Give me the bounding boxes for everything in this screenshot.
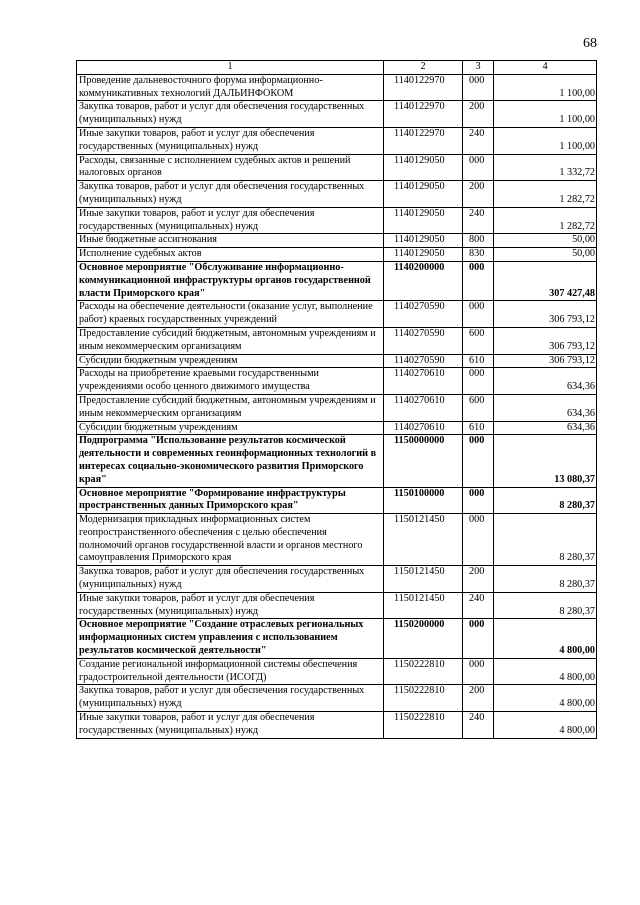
table-header (77, 61, 597, 75)
table-row (77, 685, 597, 712)
row-name-cell: Иные закупки товаров, работ и услуг для обеспечения государственных (муниципальных) нужд (77, 127, 384, 154)
row-type-cell: 600 (463, 327, 494, 354)
row-sum-cell: 307 427,48 (494, 261, 597, 300)
header-name-column: 1 (77, 61, 384, 75)
row-type-cell: 200 (463, 101, 494, 128)
table-row (77, 566, 597, 593)
header-type-column: 3 (463, 61, 494, 75)
table-row (77, 207, 597, 234)
row-type-cell: 000 (463, 619, 494, 658)
table-row (77, 234, 597, 248)
row-type-cell: 200 (463, 181, 494, 208)
table-row (77, 514, 597, 566)
row-code-cell: 1150100000 (384, 487, 463, 514)
table-row (77, 301, 597, 328)
row-type-cell: 000 (463, 487, 494, 514)
table-row (77, 394, 597, 421)
row-sum-cell: 8 280,37 (494, 566, 597, 593)
row-name-cell: Субсидии бюджетным учреждениям (77, 354, 384, 368)
row-sum-cell: 1 332,72 (494, 154, 597, 181)
row-type-cell: 610 (463, 354, 494, 368)
row-name-cell: Субсидии бюджетным учреждениям (77, 421, 384, 435)
row-code-cell: 1140270610 (384, 421, 463, 435)
row-type-cell: 240 (463, 592, 494, 619)
row-sum-cell: 4 800,00 (494, 712, 597, 739)
table-row (77, 712, 597, 739)
row-code-cell: 1150222810 (384, 685, 463, 712)
row-name-cell: Подпрограмма "Использование результатов космической деятельности и современных геоинформационных технологий в интересах социально-экономического развития Приморского края" (77, 435, 384, 487)
row-type-cell: 200 (463, 685, 494, 712)
row-sum-cell: 634,36 (494, 394, 597, 421)
row-sum-cell: 306 793,12 (494, 354, 597, 368)
header-code-column: 2 (384, 61, 463, 75)
row-name-cell: Иные закупки товаров, работ и услуг для обеспечения государственных (муниципальных) нужд (77, 592, 384, 619)
table-row (77, 592, 597, 619)
row-type-cell: 610 (463, 421, 494, 435)
row-name-cell: Модернизация прикладных информационных систем геопространственного обеспечения с целью обеспечения полномочий органов государственной власти и органов местного самоуправления Приморского края (77, 514, 384, 566)
row-name-cell: Закупка товаров, работ и услуг для обеспечения государственных (муниципальных) нужд (77, 685, 384, 712)
row-sum-cell: 1 282,72 (494, 181, 597, 208)
row-code-cell: 1140122970 (384, 101, 463, 128)
row-name-cell: Закупка товаров, работ и услуг для обеспечения государственных (муниципальных) нужд (77, 101, 384, 128)
row-sum-cell: 1 100,00 (494, 101, 597, 128)
row-name-cell: Основное мероприятие "Обслуживание информационно-коммуникационной инфраструктуры органов государственной власти Приморского края" (77, 261, 384, 300)
row-sum-cell: 13 080,37 (494, 435, 597, 487)
row-type-cell: 830 (463, 248, 494, 262)
row-name-cell: Предоставление субсидий бюджетным, автономным учреждениям и иным некоммерческим организациям (77, 394, 384, 421)
header-row (77, 61, 597, 75)
row-name-cell: Иные бюджетные ассигнования (77, 234, 384, 248)
row-sum-cell: 4 800,00 (494, 619, 597, 658)
row-type-cell: 800 (463, 234, 494, 248)
row-code-cell: 1140122970 (384, 127, 463, 154)
row-sum-cell: 634,36 (494, 368, 597, 395)
row-code-cell: 1140129050 (384, 154, 463, 181)
row-code-cell: 1140122970 (384, 74, 463, 101)
row-type-cell: 200 (463, 566, 494, 593)
table-row (77, 435, 597, 487)
row-type-cell: 240 (463, 712, 494, 739)
row-name-cell: Исполнение судебных актов (77, 248, 384, 262)
row-type-cell: 240 (463, 127, 494, 154)
row-sum-cell: 306 793,12 (494, 327, 597, 354)
table-row (77, 421, 597, 435)
row-name-cell: Расходы на обеспечение деятельности (оказание услуг, выполнение работ) краевых государственных учреждений (77, 301, 384, 328)
row-type-cell: 000 (463, 514, 494, 566)
row-sum-cell: 8 280,37 (494, 592, 597, 619)
row-name-cell: Предоставление субсидий бюджетным, автономным учреждениям и иным некоммерческим организациям (77, 327, 384, 354)
table-row (77, 154, 597, 181)
row-sum-cell: 8 280,37 (494, 487, 597, 514)
table-row (77, 619, 597, 658)
page-number: 68 (583, 36, 597, 51)
row-code-cell: 1140270610 (384, 368, 463, 395)
row-sum-cell: 8 280,37 (494, 514, 597, 566)
row-name-cell: Закупка товаров, работ и услуг для обеспечения государственных (муниципальных) нужд (77, 566, 384, 593)
row-code-cell: 1150121450 (384, 514, 463, 566)
row-code-cell: 1140200000 (384, 261, 463, 300)
row-name-cell: Основное мероприятие "Формирование инфраструктуры пространственных данных Приморского края" (77, 487, 384, 514)
row-type-cell: 000 (463, 261, 494, 300)
row-name-cell: Иные закупки товаров, работ и услуг для обеспечения государственных (муниципальных) нужд (77, 712, 384, 739)
row-code-cell: 1150200000 (384, 619, 463, 658)
row-sum-cell: 50,00 (494, 248, 597, 262)
row-sum-cell: 4 800,00 (494, 685, 597, 712)
table-row (77, 127, 597, 154)
table-row (77, 181, 597, 208)
row-name-cell: Иные закупки товаров, работ и услуг для обеспечения государственных (муниципальных) нужд (77, 207, 384, 234)
row-code-cell: 1140129050 (384, 207, 463, 234)
row-code-cell: 1140270590 (384, 327, 463, 354)
row-code-cell: 1150222810 (384, 658, 463, 685)
row-code-cell: 1150121450 (384, 566, 463, 593)
row-type-cell: 000 (463, 154, 494, 181)
table-row (77, 248, 597, 262)
row-sum-cell: 1 100,00 (494, 74, 597, 101)
budget-table (76, 60, 597, 739)
row-name-cell: Проведение дальневосточного форума информационно-коммуникативных технологий ДАЛЬИНФОКОМ (77, 74, 384, 101)
row-name-cell: Создание региональной информационной системы обеспечения градостроительной деятельности (ИСОГД) (77, 658, 384, 685)
row-name-cell: Расходы, связанные с исполнением судебных актов и решений налоговых органов (77, 154, 384, 181)
row-code-cell: 1140129050 (384, 181, 463, 208)
row-code-cell: 1150222810 (384, 712, 463, 739)
row-type-cell: 000 (463, 658, 494, 685)
header-sum-column: 4 (494, 61, 597, 75)
row-code-cell: 1150121450 (384, 592, 463, 619)
row-name-cell: Основное мероприятие "Создание отраслевых региональных информационных систем управления с использованием результатов космической деятельности" (77, 619, 384, 658)
row-sum-cell: 306 793,12 (494, 301, 597, 328)
row-sum-cell: 50,00 (494, 234, 597, 248)
table-row (77, 487, 597, 514)
row-type-cell: 000 (463, 301, 494, 328)
table-row (77, 368, 597, 395)
row-sum-cell: 1 282,72 (494, 207, 597, 234)
table-row (77, 327, 597, 354)
row-type-cell: 600 (463, 394, 494, 421)
table-row (77, 354, 597, 368)
row-name-cell: Закупка товаров, работ и услуг для обеспечения государственных (муниципальных) нужд (77, 181, 384, 208)
row-sum-cell: 4 800,00 (494, 658, 597, 685)
row-type-cell: 000 (463, 435, 494, 487)
row-code-cell: 1140129050 (384, 234, 463, 248)
table-row (77, 101, 597, 128)
row-type-cell: 000 (463, 368, 494, 395)
row-code-cell: 1140129050 (384, 248, 463, 262)
row-code-cell: 1140270610 (384, 394, 463, 421)
table-row (77, 261, 597, 300)
table-body (77, 74, 597, 738)
row-code-cell: 1140270590 (384, 354, 463, 368)
row-code-cell: 1150000000 (384, 435, 463, 487)
row-sum-cell: 634,36 (494, 421, 597, 435)
row-name-cell: Расходы на приобретение краевыми государственными учреждениями особо ценного движимого имущества (77, 368, 384, 395)
row-type-cell: 240 (463, 207, 494, 234)
table-row (77, 74, 597, 101)
row-sum-cell: 1 100,00 (494, 127, 597, 154)
row-code-cell: 1140270590 (384, 301, 463, 328)
table-row (77, 658, 597, 685)
row-type-cell: 000 (463, 74, 494, 101)
